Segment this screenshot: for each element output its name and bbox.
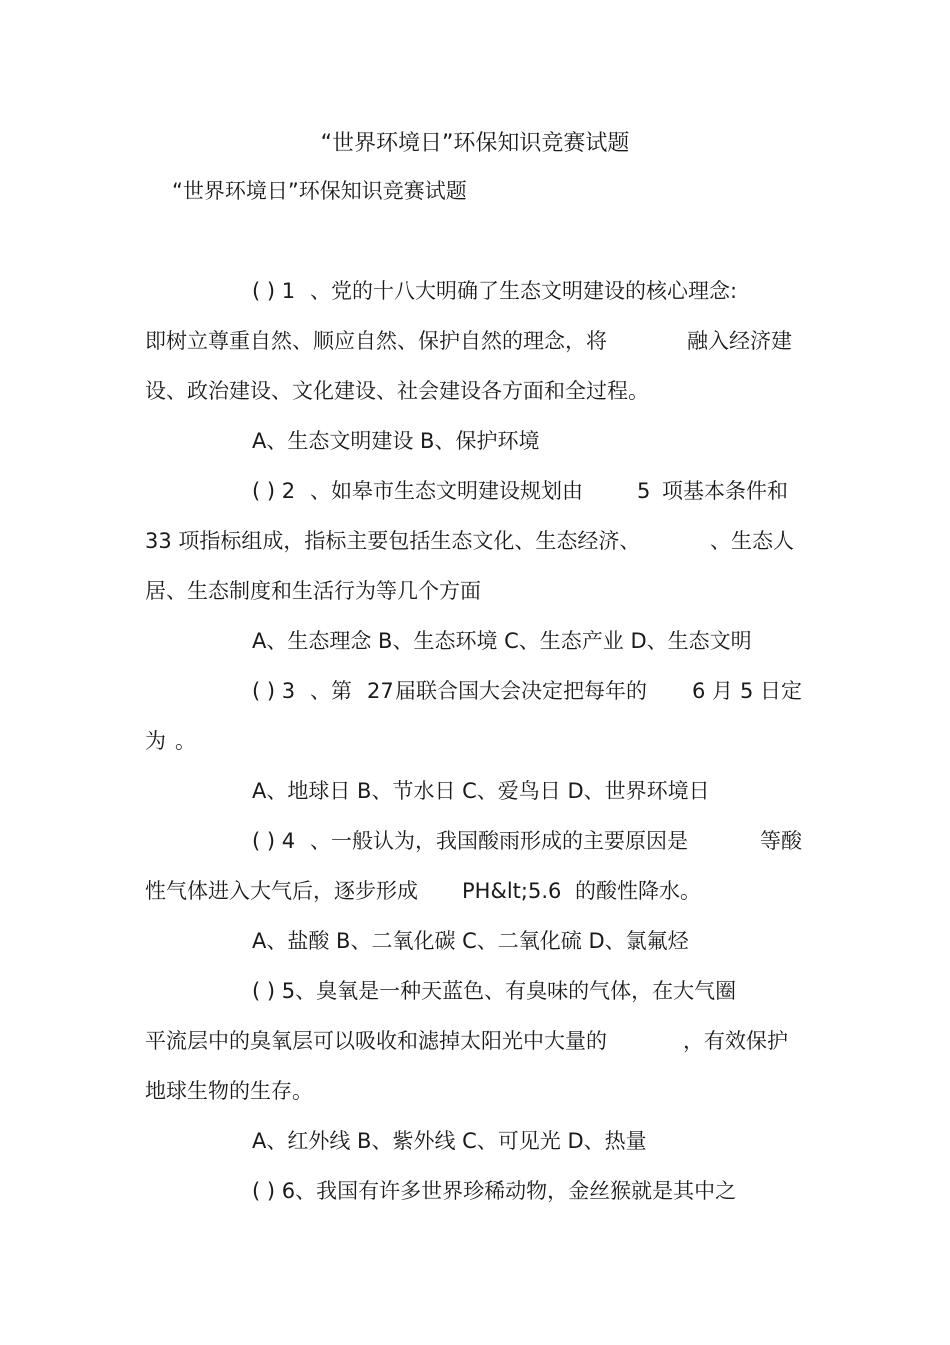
question-text: 、党的十八大明确了生态文明建设的核心理念: — [310, 279, 738, 303]
question-text: 27 — [367, 679, 394, 703]
question-2-line-2 — [145, 526, 815, 556]
question-1-line-1 — [252, 276, 812, 306]
question-3-line-1 — [252, 676, 812, 706]
question-text: 5 日定 — [740, 679, 803, 703]
question-5-line-1 — [252, 976, 812, 1006]
question-text: 居、生态制度和生活行为等几个方面 — [145, 579, 481, 603]
question-text: 等酸 — [760, 829, 802, 853]
question-text: 项基本条件和 — [662, 479, 788, 503]
question-text: 。 — [175, 729, 196, 753]
question-text: 地球生物的生存。 — [145, 1079, 313, 1103]
question-number: ( ) 2 — [252, 479, 296, 503]
question-text: 融入经济建 — [687, 329, 792, 353]
document-subtitle: “世界环境日”环保知识竞赛试题 — [172, 179, 467, 203]
question-text: 平流层中的臭氧层可以吸收和滤掉太阳光中大量的 — [145, 1029, 607, 1053]
question-text: PH&lt;5.6 — [462, 879, 562, 903]
question-text: ( ) 5、臭氧是一种天蓝色、有臭味的气体，在大气圈 — [252, 979, 737, 1003]
question-text: 的酸性降水。 — [575, 879, 701, 903]
question-4-options: A、盐酸 B、二氧化碳 C、二氧化硫 D、氯氟烃 — [252, 929, 689, 953]
question-text: 即树立尊重自然、顺应自然、保护自然的理念，将 — [145, 329, 607, 353]
question-5-options: A、红外线 B、紫外线 C、可见光 D、热量 — [252, 1129, 647, 1153]
question-3-options: A、地球日 B、节水日 C、爱鸟日 D、世界环境日 — [252, 779, 710, 803]
question-1-line-2 — [145, 326, 815, 356]
question-text: 、生态人 — [710, 529, 794, 553]
question-text: ( ) 6、我国有许多世界珍稀动物，金丝猴就是其中之 — [252, 1179, 737, 1203]
question-text: 设、政治建设、文化建设、社会建设各方面和全过程。 — [145, 379, 649, 403]
question-text: 6 月 — [692, 679, 734, 703]
question-text: 为 — [145, 729, 166, 753]
question-text: 性气体进入大气后，逐步形成 — [145, 879, 418, 903]
question-3-line-2 — [145, 726, 815, 756]
question-5-line-2 — [145, 1026, 815, 1056]
question-1-options: A、生态文明建设 B、保护环境 — [252, 429, 540, 453]
question-number: ( ) 1 — [252, 279, 296, 303]
question-text: 届联合国大会决定把每年的 — [395, 679, 647, 703]
question-text: 5 — [637, 479, 651, 503]
question-text: 、第 — [310, 679, 352, 703]
question-6-line-1 — [252, 1176, 812, 1206]
question-text: 、如皋市生态文明建设规划由 — [310, 479, 583, 503]
question-5-line-3 — [145, 1076, 815, 1106]
question-text: ，有效保护 — [683, 1029, 788, 1053]
question-4-line-1 — [252, 826, 812, 856]
question-2-line-3 — [145, 576, 815, 606]
question-2-line-1 — [252, 476, 812, 506]
question-text: 、一般认为，我国酸雨形成的主要原因是 — [310, 829, 688, 853]
question-number: ( ) 3 — [252, 679, 296, 703]
question-1-line-3 — [145, 376, 815, 406]
document-title: “世界环境日”环保知识竞赛试题 — [320, 131, 630, 156]
question-number: ( ) 4 — [252, 829, 296, 853]
question-4-line-2 — [145, 876, 815, 906]
question-2-options: A、生态理念 B、生态环境 C、生态产业 D、生态文明 — [252, 629, 752, 653]
question-text: 33 项指标组成，指标主要包括生态文化、生态经济、 — [145, 529, 641, 553]
